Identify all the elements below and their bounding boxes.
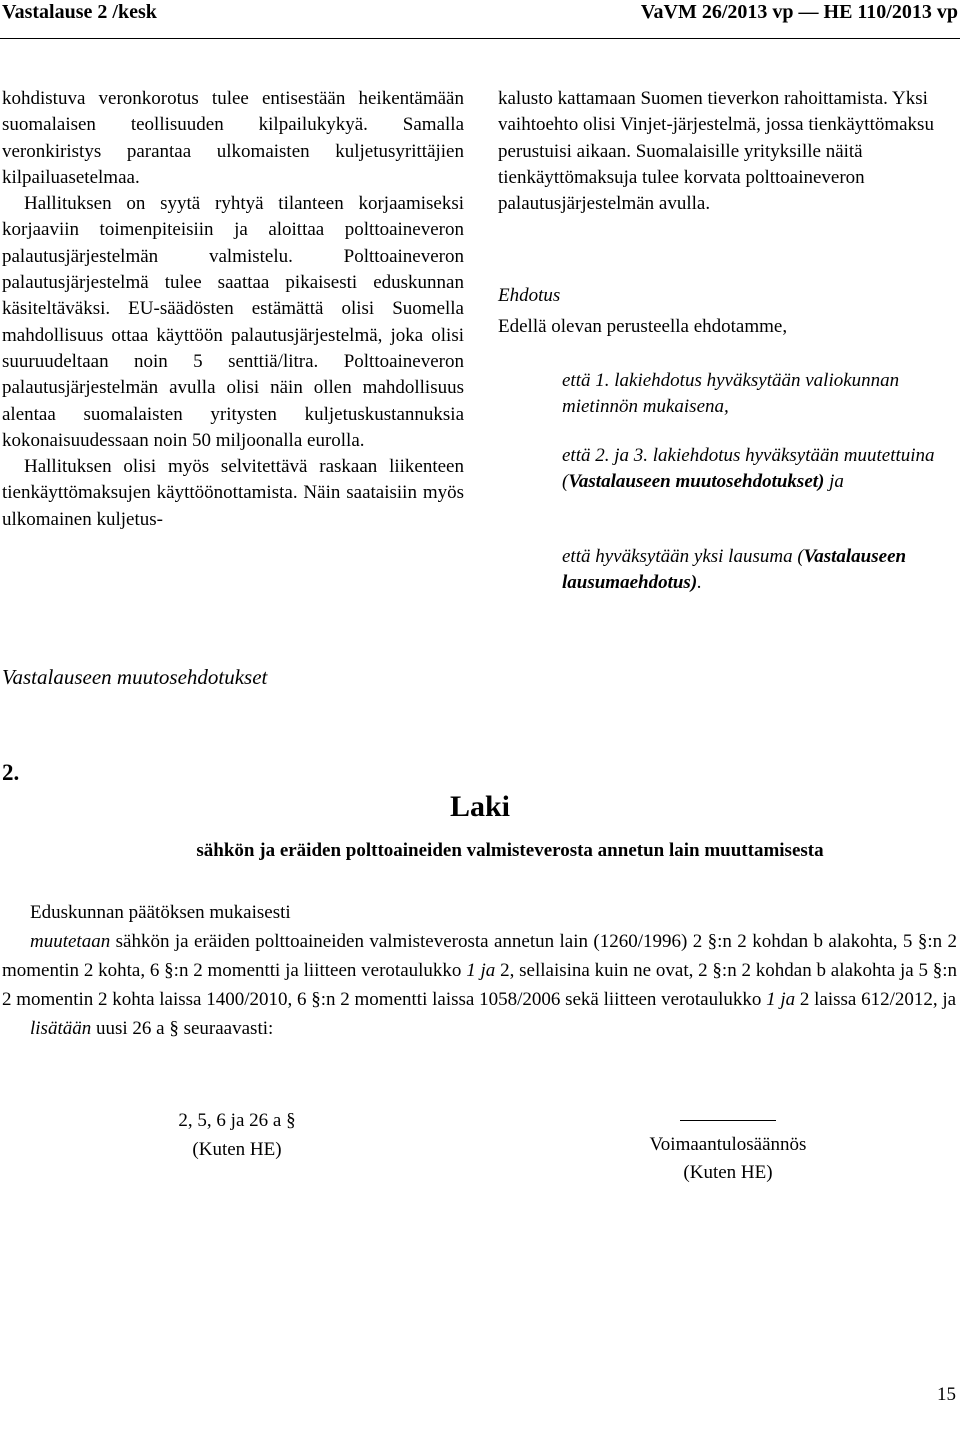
law-amend-text bbox=[2, 927, 957, 1014]
effect-block bbox=[610, 1106, 846, 1187]
law-amend-italic-3: 1 ja bbox=[766, 989, 796, 1010]
law-amend-rest-3: 2 laissa 612/2012, ja bbox=[795, 989, 957, 1010]
left-paragraph-3: Hallituksen olisi myös selvitettävä raskaan liikenteen tienkäyttömaksujen käyttöönottamista. Näin saataisiin myös ulkomainen kuljetus- bbox=[2, 456, 464, 530]
header-right: VaVM 26/2013 vp — HE 110/2013 vp bbox=[640, 1, 958, 23]
effect-divider bbox=[680, 1120, 776, 1121]
page-number: 15 bbox=[937, 1384, 956, 1405]
header-left: Vastalause 2 /kesk bbox=[2, 1, 157, 23]
law-add-rest: uusi 26 a § seuraavasti: bbox=[91, 1018, 274, 1039]
left-paragraph-2: Hallituksen on syytä ryhtyä tilanteen korjaamiseksi korjaaviin toimenpiteisiin ja aloittaa polttoaineveron palautusjärjestelmän valmistelu. Polttoaineveron palautusjärjestelmä tulee saattaa pikaisesti eduskunnan käsiteltäväksi. EU-säädösten estämättä olisi Suomella mahdollisuus ottaa käyttöön palautusjärjestelmä, joka olisi suuruudeltaan noin 5 senttiä/litra. Polttoaineveron palautusjärjestelmän avulla olisi näin ollen mahdollisuus alentaa suomalaisten yritysten kuljetuskustannuksia kokonaisuudessaan noin 50 miljoonalla eurolla. bbox=[2, 193, 464, 451]
proposal-item-3 bbox=[562, 544, 960, 597]
sections-note: (Kuten HE) bbox=[192, 1139, 282, 1160]
law-subtitle: sähkön ja eräiden polttoaineiden valmisteverosta annetun lain muuttamisesta bbox=[196, 840, 824, 861]
law-add-verb: lisätään bbox=[30, 1018, 92, 1039]
sections-block bbox=[157, 1106, 317, 1164]
proposal-3-emphasis: Vastalauseen lausumaehdotus) bbox=[562, 546, 907, 594]
proposal-2-text: että 2. ja 3. lakiehdotus hyväksytään muutettuina ( bbox=[562, 445, 935, 493]
law-amend-verb: muutetaan bbox=[30, 931, 111, 952]
bill-number: 2. bbox=[2, 760, 20, 785]
header-divider bbox=[0, 38, 960, 39]
law-amend-rest-2: 2, sellaisina kuin ne ovat, 2 §:n 2 kohdan b alakohta ja 5 §:n 2 momentin 2 kohta laissa 1400/2010, 6 §:n 2 momentti laissa 1058/2006 sekä liitteen verotaulukko bbox=[2, 960, 958, 1010]
effect-title: Voimaantulosäännös bbox=[649, 1134, 807, 1155]
proposal-3-tail: . bbox=[697, 572, 702, 594]
law-add-text bbox=[2, 1014, 957, 1043]
left-column bbox=[2, 86, 464, 533]
sections-line: 2, 5, 6 ja 26 a § bbox=[178, 1110, 296, 1131]
proposal-2-emphasis: Vastalauseen muutosehdotukset) bbox=[568, 471, 825, 493]
proposal-heading: Ehdotus bbox=[498, 285, 561, 306]
running-header bbox=[0, 0, 960, 22]
right-paragraph-1: kalusto kattamaan Suomen tieverkon rahoittamista. Yksi vaihtoehto olisi Vinjet-järjestelmä, jossa tienkäyttömaksu perustuisi aikaan. Suomalaisille yrityksille näitä tienkäyttömaksuja tulee korvata polttoaineveron palautusjärjestelmän avulla. bbox=[498, 88, 934, 215]
left-paragraph-1: kohdistuva veronkorotus tulee entisestään heikentämään suomalaisen teollisuuden kilpailukykyä. Samalla veronkiristys parantaa ulkomaisten kuljetusyrittäjien kilpailuasetelmaa. bbox=[2, 88, 464, 188]
law-amend-italic-2: 1 ja bbox=[466, 960, 496, 981]
proposal-item-1: että 1. lakiehdotus hyväksytään valiokunnan mietinnön mukaisena, bbox=[562, 370, 900, 418]
section-heading: Vastalauseen muutosehdotukset bbox=[2, 665, 268, 689]
proposal-item-2 bbox=[562, 443, 960, 496]
proposal-2-tail: ja bbox=[824, 471, 844, 493]
law-intro: Eduskunnan päätöksen mukaisesti bbox=[30, 902, 291, 923]
right-column bbox=[498, 86, 960, 217]
proposal-3-text: että hyväksytään yksi lausuma ( bbox=[562, 546, 804, 567]
law-body bbox=[2, 898, 957, 1043]
law-amend-rest: sähkön ja eräiden polttoaineiden valmisteverosta annetun lain (1260/1996) 2 §:n 2 kohdan b alakohta, 5 §:n 2 momentin 2 kohta, 6 §:n 2 momentti ja liitteen verotaulukko bbox=[2, 931, 957, 981]
law-title: Laki bbox=[449, 790, 511, 823]
proposal-lead: Edellä olevan perusteella ehdotamme, bbox=[498, 316, 788, 337]
effect-note: (Kuten HE) bbox=[683, 1162, 773, 1183]
